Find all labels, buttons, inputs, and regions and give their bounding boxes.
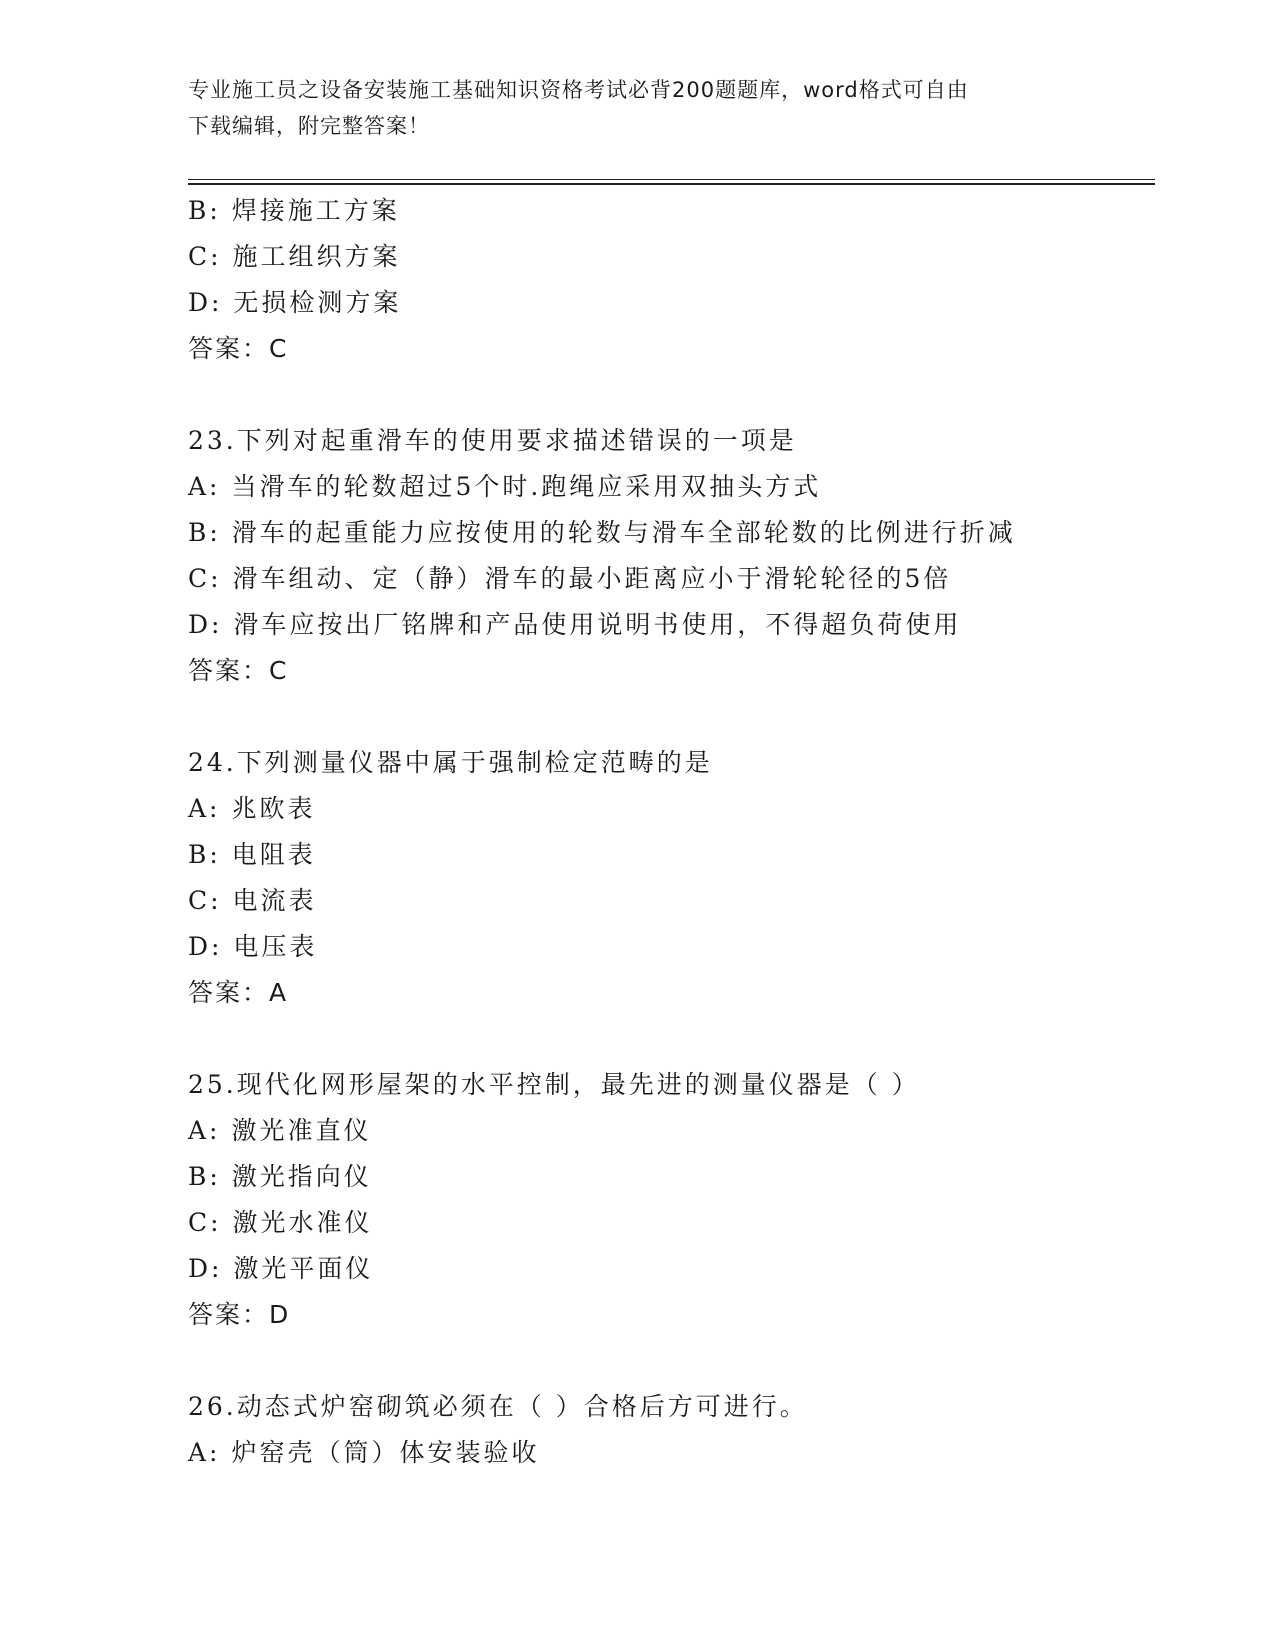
option-a: A: 兆欧表 xyxy=(188,794,316,823)
question-list xyxy=(188,188,1148,1476)
question-block xyxy=(188,1062,1148,1338)
header-rule-top xyxy=(188,179,1155,180)
question-text: 25.现代化网形屋架的水平控制，最先进的测量仪器是（ ） xyxy=(188,1070,920,1099)
question-text: 23.下列对起重滑车的使用要求描述错误的一项是 xyxy=(188,426,797,455)
option-c: C: 激光水准仪 xyxy=(188,1208,373,1237)
question-text: 26.动态式炉窑砌筑必须在（ ）合格后方可进行。 xyxy=(188,1392,808,1421)
header-line-1: 专业施工员之设备安装施工基础知识资格考试必背200题题库，word格式可自由 xyxy=(188,78,969,102)
option-c: C: 滑车组动、定（静）滑车的最小距离应小于滑轮轮径的5倍 xyxy=(188,564,952,593)
option-d: D: 电压表 xyxy=(188,932,318,961)
document-header xyxy=(188,72,1088,144)
answer: 答案：A xyxy=(188,978,289,1007)
question-block xyxy=(188,188,1148,372)
option-d: D: 无损检测方案 xyxy=(188,288,402,317)
option-b: B: 电阻表 xyxy=(188,840,316,869)
option-d: D: 激光平面仪 xyxy=(188,1254,374,1283)
header-line-2: 下载编辑，附完整答案！ xyxy=(188,114,430,138)
answer: 答案：C xyxy=(188,334,289,363)
option-a: A: 炉窑壳（筒）体安装验收 xyxy=(188,1438,540,1467)
answer: 答案：C xyxy=(188,656,289,685)
answer: 答案：D xyxy=(188,1300,291,1329)
option-c: C: 电流表 xyxy=(188,886,317,915)
option-b: B: 焊接施工方案 xyxy=(188,196,400,225)
option-b: B: 滑车的起重能力应按使用的轮数与滑车全部轮数的比例进行折减 xyxy=(188,518,1016,547)
option-c: C: 施工组织方案 xyxy=(188,242,401,271)
option-a: A: 当滑车的轮数超过5个时.跑绳应采用双抽头方式 xyxy=(188,472,822,501)
question-text: 24.下列测量仪器中属于强制检定范畴的是 xyxy=(188,748,713,777)
option-d: D: 滑车应按出厂铭牌和产品使用说明书使用，不得超负荷使用 xyxy=(188,610,962,639)
option-a: A: 激光准直仪 xyxy=(188,1116,372,1145)
question-block xyxy=(188,740,1148,1016)
option-b: B: 激光指向仪 xyxy=(188,1162,372,1191)
question-block xyxy=(188,1384,1148,1476)
question-block xyxy=(188,418,1148,694)
header-rule-bottom xyxy=(188,183,1155,185)
